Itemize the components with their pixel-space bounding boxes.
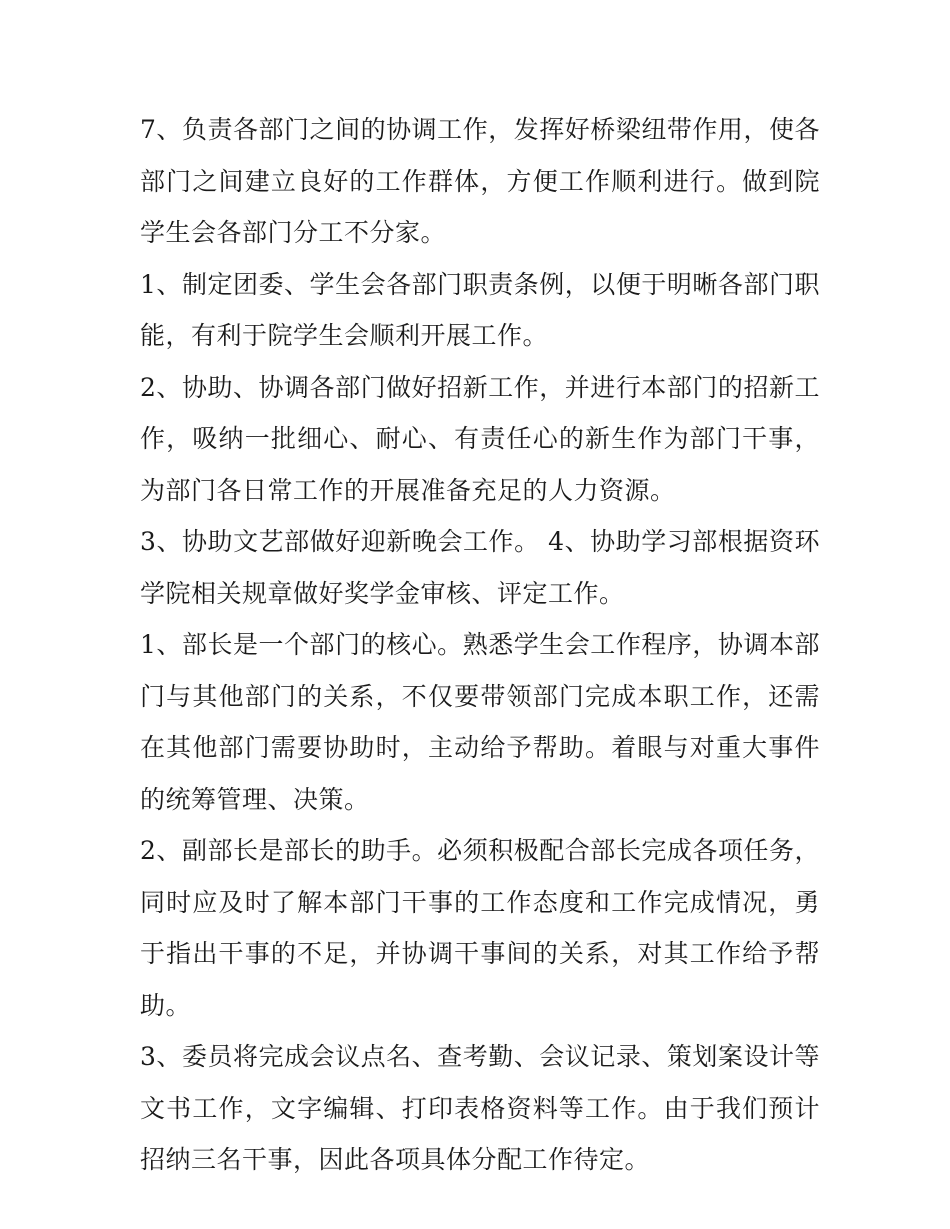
paragraph-recruitment: 2、协助、协调各部门做好招新工作，并进行本部门的招新工作，吸纳一批细心、耐心、有责任心的新生作为部门干事，为部门各日常工作的开展准备充足的人力资源。 <box>140 372 820 505</box>
paragraph-regulations: 1、制定团委、学生会各部门职责条例，以便于明晰各部门职能，有利于院学生会顺利开展工作。 <box>140 269 820 350</box>
paragraph-assist-departments: 3、协助文艺部做好迎新晚会工作。 4、协助学习部根据资环学院相关规章做好奖学金审核、评定工作。 <box>140 527 820 608</box>
paragraph-committee-role: 3、委员将完成会议点名、查考勤、会议记录、策划案设计等文书工作，文字编辑、打印表格资料等工作。由于我们预计招纳三名干事，因此各项具体分配工作待定。 <box>140 1042 820 1174</box>
paragraph-vice-minister-role: 2、副部长是部长的助手。必须积极配合部长完成各项任务，同时应及时了解本部门干事的工作态度和工作完成情况，勇于指出干事的不足，并协调干事间的关系，对其工作给予帮助。 <box>140 836 820 1020</box>
paragraph-coordination-duty: 7、负责各部门之间的协调工作，发挥好桥梁纽带作用，使各部门之间建立良好的工作群体，方便工作顺利进行。做到院学生会各部门分工不分家。 <box>140 115 820 247</box>
document-body <box>140 104 820 1186</box>
paragraph-minister-role: 1、部长是一个部门的核心。熟悉学生会工作程序，协调本部门与其他部门的关系，不仅要带领部门完成本职工作，还需在其他部门需要协助时，主动给予帮助。着眼与对重大事件的统筹管理、决策。 <box>140 630 820 814</box>
